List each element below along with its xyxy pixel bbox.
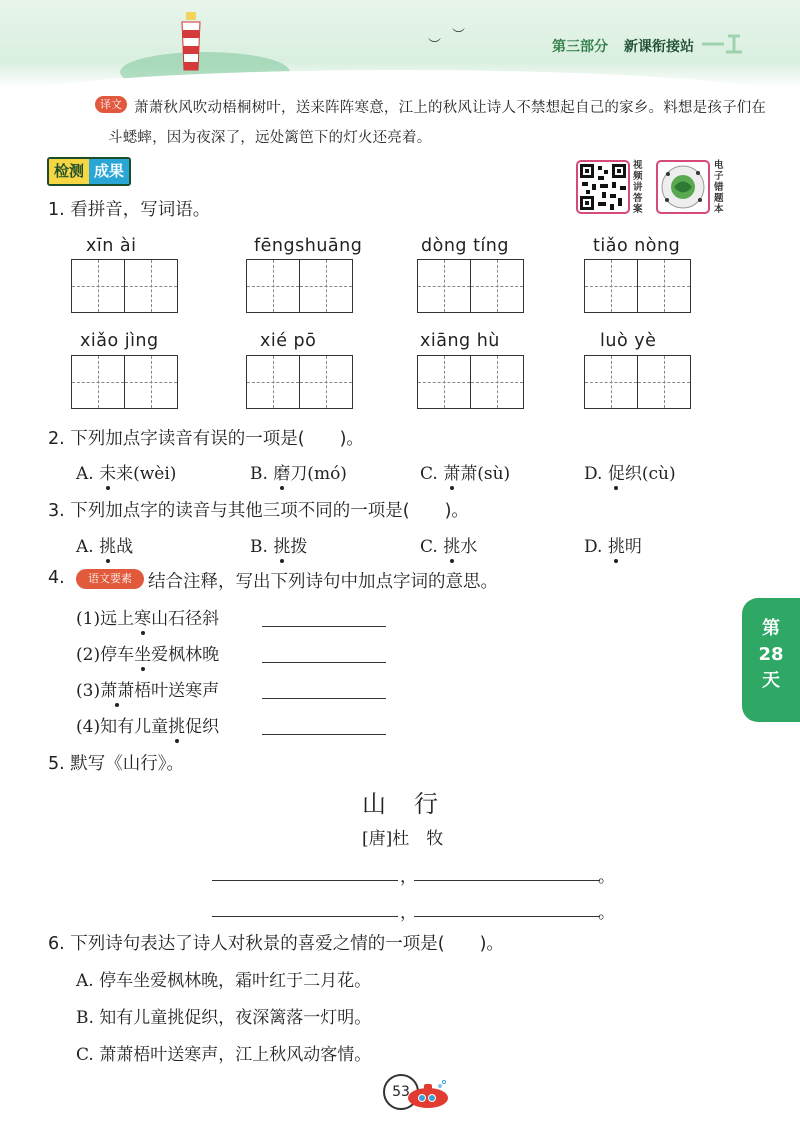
comma: ，	[400, 867, 417, 887]
option-c[interactable]: C. 萧萧(sù)	[420, 459, 510, 484]
header-banner	[0, 0, 800, 88]
key-element-badge: 语文要素	[76, 569, 144, 589]
section-badge	[47, 157, 131, 186]
side-tab-number: 28	[758, 644, 784, 665]
comma: ，	[400, 903, 417, 923]
option-a[interactable]: A. 挑战	[76, 532, 133, 557]
option-b[interactable]: B. 磨刀(mó)	[250, 459, 347, 484]
writing-grid[interactable]	[71, 259, 178, 313]
poem-author: [唐]杜 牧	[362, 829, 444, 849]
section-badge-part: 检测	[49, 159, 89, 184]
bird-icon: ︶	[428, 38, 442, 53]
question-5-prompt: 5. 默写《山行》。	[48, 754, 185, 774]
pinyin-label: xiāng hù	[420, 331, 500, 351]
pinyin-label: fēngshuāng	[254, 236, 363, 256]
option-d[interactable]: D. 促织(cù)	[584, 459, 676, 484]
answer-line[interactable]	[262, 626, 386, 627]
qr-mistake-caption: 电子错题本	[714, 160, 724, 215]
poem-title: 山行	[362, 790, 466, 818]
pinyin-label: xié pō	[260, 331, 317, 351]
answer-line[interactable]	[212, 880, 398, 881]
option-b[interactable]: B. 知有儿童挑促织，夜深篱落一灯明。	[76, 1008, 372, 1028]
answer-line[interactable]	[262, 662, 386, 663]
answer-line[interactable]	[414, 880, 600, 881]
writing-grid[interactable]	[246, 355, 353, 409]
poem-line-item: (1)远上寒山石径斜	[76, 604, 219, 629]
period: 。	[598, 867, 615, 887]
submarine-icon	[404, 1078, 450, 1112]
writing-grid[interactable]	[417, 259, 524, 313]
pinyin-label: dòng tíng	[421, 236, 510, 256]
question-4-number: 4.	[48, 568, 65, 588]
qr-icon	[660, 164, 706, 210]
option-c[interactable]: C. 萧萧梧叶送寒声，江上秋风动客情。	[76, 1045, 372, 1065]
question-6-prompt: 6. 下列诗句表达了诗人对秋景的喜爱之情的一项是( )。	[48, 934, 504, 954]
qr-code-mistake-book[interactable]	[656, 160, 710, 214]
option-d[interactable]: D. 挑明	[584, 532, 642, 557]
question-1-prompt: 1. 看拼音，写词语。	[48, 200, 211, 220]
period: 。	[598, 903, 615, 923]
answer-line[interactable]	[262, 698, 386, 699]
pinyin-label: tiǎo nòng	[593, 236, 681, 256]
writing-grid[interactable]	[246, 259, 353, 313]
pinyin-label: xiǎo jìng	[80, 331, 159, 351]
option-b[interactable]: B. 挑拨	[250, 532, 307, 557]
series-label: 新课衔接站	[624, 39, 694, 55]
pinyin-label: luò yè	[600, 331, 657, 351]
writing-grid[interactable]	[584, 259, 691, 313]
answer-line[interactable]	[262, 734, 386, 735]
pinyin-label: xīn ài	[86, 236, 137, 256]
day-side-tab	[742, 598, 800, 722]
answer-line[interactable]	[212, 916, 398, 917]
bird-icon: ︶	[452, 28, 466, 43]
option-a[interactable]: A. 停车坐爱枫林晚，霜叶红于二月花。	[76, 971, 372, 991]
option-c[interactable]: C. 挑水	[420, 532, 477, 557]
part-label: 第三部分	[552, 39, 608, 55]
section-badge-part: 成果	[89, 159, 129, 184]
qr-icon	[580, 164, 626, 210]
poem-line-item: (2)停车坐爱枫林晚	[76, 640, 219, 665]
lighthouse-icon	[174, 10, 208, 74]
translation-badge: 译文	[95, 96, 127, 113]
writing-grid[interactable]	[417, 355, 524, 409]
question-4-prompt: 结合注释，写出下列诗句中加点字词的意思。	[148, 572, 498, 592]
writing-grid[interactable]	[584, 355, 691, 409]
poem-line-item: (4)知有儿童挑促织	[76, 712, 219, 737]
side-tab-text: 第	[762, 618, 780, 639]
side-tab-text: 天	[762, 670, 780, 691]
writing-grid[interactable]	[71, 355, 178, 409]
translation-text: 萧萧秋风吹动梧桐树叶，送来阵阵寒意，江上的秋风让诗人不禁想起自己的家乡。料想是孩子们在	[134, 100, 767, 116]
question-2-prompt: 2. 下列加点字读音有误的一项是( )。	[48, 429, 364, 449]
answer-line[interactable]	[414, 916, 600, 917]
qr-video-caption: 视频讲答案	[633, 160, 643, 215]
pen-icon	[700, 28, 744, 58]
poem-line-item: (3)萧萧梧叶送寒声	[76, 676, 219, 701]
question-3-prompt: 3. 下列加点字的读音与其他三项不同的一项是( )。	[48, 501, 469, 521]
page-number: 53	[383, 1074, 419, 1110]
option-a[interactable]: A. 未来(wèi)	[76, 459, 176, 484]
translation-text: 斗蟋蟀，因为夜深了，远处篱笆下的灯火还亮着。	[108, 130, 432, 146]
qr-code-video[interactable]	[576, 160, 630, 214]
